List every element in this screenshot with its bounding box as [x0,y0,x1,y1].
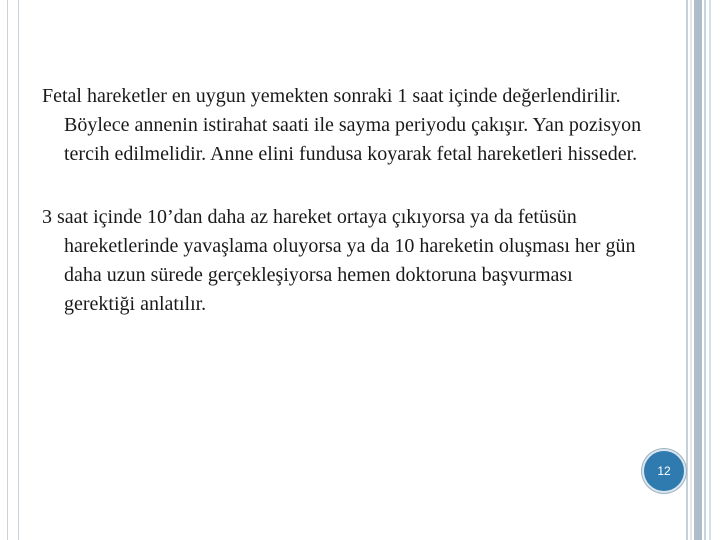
left-border-decoration [7,0,19,540]
slide-body [42,82,642,319]
right-border-decoration [686,0,712,540]
paragraph-fetal-movement-timing: Fetal hareketler en uygun yemekten sonraki 1 saat içinde değerlendirilir. Böylece annenin istirahat saati ile sayma periyodu çakışır. Yan pozisyon tercih edilmelidir. Anne elini fundusa koyarak fetal hareketleri hisseder. [42,85,642,165]
paragraph-warning-signs: 3 saat içinde 10’dan daha az hareket ortaya çıkıyorsa ya da fetüsün hareketlerinde yavaşlama oluyorsa ya da 10 hareketin oluşması her gün daha uzun sürede gerçekleşiyorsa hemen doktoruna başvurması gerektiği anlatılır. [42,206,636,315]
page-number-badge: 12 [642,449,686,493]
